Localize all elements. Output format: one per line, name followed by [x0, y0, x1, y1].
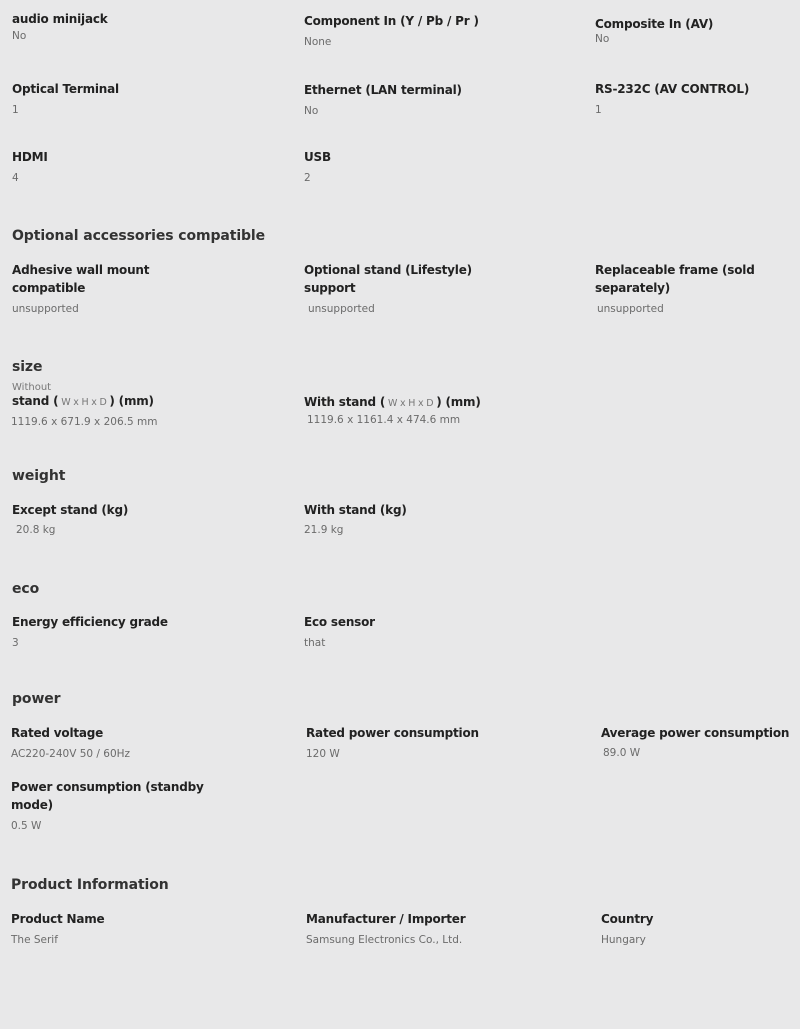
section-title-weight: weight: [12, 468, 66, 484]
spec-label-optical-terminal: Optical Terminal: [12, 82, 119, 96]
paren-close: ) (mm): [436, 395, 481, 409]
spec-label-without-prefix: Without: [12, 382, 52, 393]
spec-value-replaceable-frame: unsupported: [597, 303, 664, 315]
spec-value-composite-in: No: [595, 33, 610, 45]
spec-label-average-consumption: Average power consumption: [601, 726, 790, 740]
spec-value-without-stand: 1119.6 x 671.9 x 206.5 mm: [11, 416, 158, 428]
spec-label-wall-mount-line1: Adhesive wall mount: [12, 263, 150, 277]
paren-open: (: [49, 394, 59, 408]
spec-label-eco-sensor: Eco sensor: [304, 615, 375, 629]
spec-label-component-in: Component In (Y / Pb / Pr ): [304, 14, 479, 28]
dims-hint: W x H x D: [385, 398, 437, 409]
paren-open: (: [375, 395, 386, 409]
spec-label-wall-mount-line2: compatible: [12, 281, 86, 295]
spec-label-with-stand-size-text: With stand: [304, 395, 376, 409]
section-title-accessories: Optional accessories compatible: [12, 228, 266, 244]
spec-label-rated-voltage: Rated voltage: [11, 726, 104, 740]
spec-label-audio-minijack: audio minijack: [12, 12, 108, 26]
spec-value-rated-consumption: 120 W: [306, 748, 340, 760]
spec-value-product-name: The Serif: [11, 934, 58, 946]
spec-label-with-stand-weight: With stand (kg): [304, 503, 407, 517]
spec-value-manufacturer: Samsung Electronics Co., Ltd.: [306, 934, 463, 946]
spec-value-component-in: None: [304, 36, 332, 48]
spec-label-replaceable-frame-line2: separately): [595, 281, 671, 295]
section-title-power: power: [12, 691, 61, 707]
spec-label-product-name: Product Name: [11, 912, 105, 926]
spec-label-wall-mount: [12, 261, 149, 297]
spec-value-wall-mount: unsupported: [12, 303, 79, 315]
spec-label-rated-consumption: Rated power consumption: [306, 726, 479, 740]
section-title-eco: eco: [12, 581, 40, 597]
spec-label-except-stand: Except stand (kg): [12, 503, 129, 517]
spec-value-country: Hungary: [601, 934, 646, 946]
spec-value-standby: 0.5 W: [11, 820, 42, 832]
spec-value-with-stand-size: 1119.6 x 1161.4 x 474.6 mm: [307, 414, 461, 426]
spec-label-hdmi: HDMI: [12, 150, 48, 164]
section-title-size: size: [12, 359, 43, 375]
spec-value-with-stand-weight: 21.9 kg: [304, 524, 344, 536]
spec-label-optional-stand: [304, 261, 472, 297]
spec-value-usb: 2: [304, 172, 311, 184]
spec-label-without-stand: [12, 392, 154, 412]
spec-label-standby-line1: Power consumption (standby: [11, 780, 204, 794]
spec-label-usb: USB: [304, 150, 331, 164]
section-title-product-info: Product Information: [11, 877, 169, 893]
spec-value-audio-minijack: No: [12, 30, 27, 42]
spec-value-optional-stand: unsupported: [308, 303, 375, 315]
spec-value-rs232c: 1: [595, 104, 602, 116]
spec-label-composite-in: Composite In (AV): [595, 17, 714, 31]
spec-value-rated-voltage: AC220-240V 50 / 60Hz: [11, 748, 131, 760]
dims-hint: W x H x D: [58, 397, 110, 408]
spec-label-standby-line2: mode): [11, 798, 53, 812]
spec-label-energy-grade: Energy efficiency grade: [12, 615, 168, 629]
spec-value-optical-terminal: 1: [12, 104, 19, 116]
spec-value-hdmi: 4: [12, 172, 19, 184]
spec-value-eco-sensor: that: [304, 637, 326, 649]
spec-label-replaceable-frame: [595, 261, 755, 297]
spec-value-except-stand: 20.8 kg: [16, 524, 56, 536]
spec-label-manufacturer: Manufacturer / Importer: [306, 912, 466, 926]
spec-label-replaceable-frame-line1: Replaceable frame (sold: [595, 263, 755, 277]
spec-label-rs232c: RS-232C (AV CONTROL): [595, 82, 750, 96]
spec-label-optional-stand-line1: Optional stand (Lifestyle): [304, 263, 472, 277]
spec-label-optional-stand-line2: support: [304, 281, 356, 295]
paren-close: ) (mm): [109, 394, 154, 408]
spec-label-with-stand-size: [304, 393, 481, 413]
spec-label-ethernet: Ethernet (LAN terminal): [304, 83, 462, 97]
spec-value-ethernet: No: [304, 105, 319, 117]
spec-label-without-stand-text: stand: [12, 394, 50, 408]
spec-value-energy-grade: 3: [12, 637, 19, 649]
spec-label-standby: [11, 778, 204, 814]
spec-value-average-consumption: 89.0 W: [603, 747, 641, 759]
spec-label-country: Country: [601, 912, 654, 926]
